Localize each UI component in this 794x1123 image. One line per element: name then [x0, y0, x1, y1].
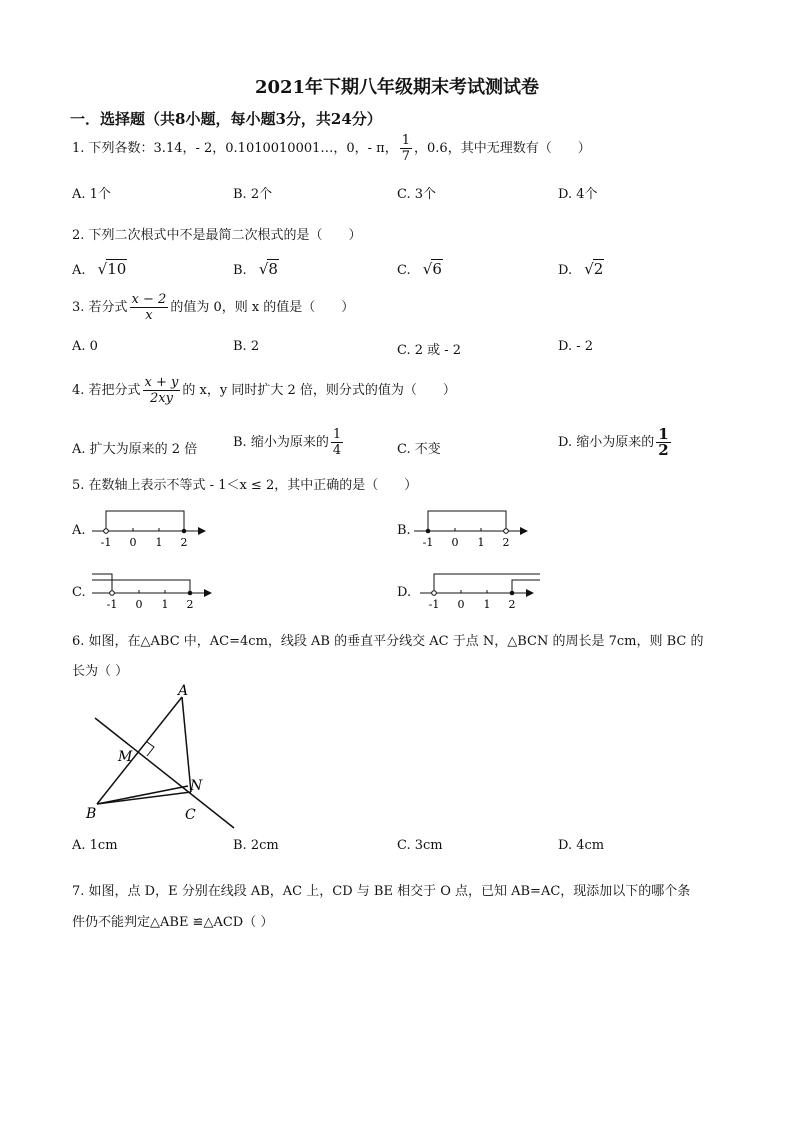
q3-frac-num: x − 2: [131, 292, 167, 307]
q5-numberline-c: [88, 568, 218, 613]
point-label-n: N: [190, 778, 203, 794]
q2-radicand-a: 10: [107, 260, 127, 278]
tick-label: 0: [451, 536, 459, 549]
q1-frac-den: 7: [401, 149, 411, 164]
q4-frac-den: 2xy: [149, 391, 173, 406]
q4-frac-num: x + y: [144, 375, 179, 390]
question-7-line1: 7. 如图，点 D，E 分别在线段 AB，AC 上，CD 与 BE 相交于 O 点，已知 AB=AC，现添加以下的哪个条: [72, 884, 691, 899]
question-6-line1: 6. 如图，在△ABC 中，AC=4cm，线段 AB 的垂直平分线交 AC 于点 N，△BCN 的周长是 7cm，则 BC 的: [72, 634, 704, 649]
tick-label: 1: [477, 536, 485, 549]
question-5: 5. 在数轴上表示不等式 - 1＜x ≤ 2，其中正确的是（ ）: [72, 478, 418, 493]
q6-triangle-figure: [85, 683, 245, 831]
q5-label-b: B.: [397, 523, 411, 538]
tick-label: -1: [100, 536, 112, 549]
q5-label-c: C.: [72, 585, 86, 600]
q5-numberline-d: [410, 568, 545, 613]
q3-prefix: 3. 若分式: [72, 300, 128, 315]
q2-radicand-c: 6: [432, 260, 442, 278]
q3-option-c: C. 2 或 - 2: [397, 343, 462, 358]
q6-option-d: D. 4cm: [558, 838, 605, 853]
q3-option-a: A. 0: [72, 339, 98, 354]
tick-label: 2: [180, 536, 188, 549]
q6-option-a: A. 1cm: [72, 838, 118, 853]
q4-option-c: C. 不变: [397, 442, 441, 457]
q1-fraction: [400, 133, 412, 164]
point-label-c: C: [185, 807, 196, 823]
q2-sqrt-b: √8: [258, 260, 278, 278]
point-label-a: A: [178, 683, 189, 699]
q4-optb-prefix: B. 缩小为原来的: [233, 435, 329, 450]
q3-option-b: B. 2: [233, 339, 260, 354]
tick-label: -1: [422, 536, 434, 549]
q2-sqrt-a: √10: [97, 260, 127, 278]
tick-label: 0: [457, 598, 465, 611]
q2-option-c: [397, 260, 443, 278]
q2-option-b: [233, 260, 279, 278]
tick-label: 2: [186, 598, 194, 611]
q1-option-a: A. 1个: [72, 187, 111, 202]
page-title: 2021年下期八年级期末考试测试卷: [254, 77, 540, 98]
q4-optb-num: 1: [332, 427, 342, 442]
q4-optb-den: 4: [332, 443, 342, 458]
question-3: [72, 292, 354, 323]
q2-label-c: C.: [397, 263, 411, 278]
q4-suffix: 的 x，y 同时扩大 2 倍，则分式的值为（ ）: [182, 383, 456, 398]
q2-label-d: D.: [558, 263, 573, 278]
q4-option-d: [558, 427, 673, 458]
q4-fraction: [143, 375, 181, 406]
q4-option-b: [233, 427, 345, 458]
q1-option-b: B. 2个: [233, 187, 273, 202]
tick-label: -1: [106, 598, 118, 611]
q2-option-a: [72, 260, 127, 278]
section-heading: 一．选择题（共8小题，每小题3分，共24分）: [70, 110, 382, 128]
q2-sqrt-d: √2: [584, 260, 604, 278]
q6-option-c: C. 3cm: [397, 838, 443, 853]
q4-optd-num: 1: [658, 425, 669, 443]
q3-fraction: [130, 292, 169, 323]
tick-label: 1: [161, 598, 169, 611]
tick-label: -1: [428, 598, 440, 611]
q4-option-a: A. 扩大为原来的 2 倍: [72, 442, 198, 457]
q2-sqrt-c: √6: [422, 260, 442, 278]
q4-optd-fraction: [656, 427, 670, 458]
q1-suffix: ，0.6，其中无理数有（ ）: [414, 141, 591, 156]
q5-numberline-a: [88, 506, 218, 551]
point-label-b: B: [86, 806, 97, 822]
q5-numberline-b: [410, 506, 540, 551]
q1-frac-num: 1: [401, 133, 411, 148]
tick-label: 2: [502, 536, 510, 549]
q5-label-a: A.: [72, 523, 86, 538]
question-4: [72, 375, 456, 406]
q2-radicand-d: 2: [593, 260, 604, 278]
q4-prefix: 4. 若把分式: [72, 383, 141, 398]
tick-label: 1: [483, 598, 491, 611]
tick-label: 2: [508, 598, 516, 611]
q2-label-b: B.: [233, 263, 247, 278]
q2-label-a: A.: [72, 263, 86, 278]
tick-label: 0: [129, 536, 137, 549]
question-6-line2: 长为（ ）: [72, 664, 129, 679]
q2-radicand-b: 8: [268, 260, 278, 278]
q1-prefix: 1. 下列各数：3.14，- 2，0.1010010001…，0，- π，: [72, 141, 398, 156]
point-label-m: M: [118, 749, 133, 765]
q1-option-d: D. 4个: [558, 187, 598, 202]
tick-label: 1: [155, 536, 163, 549]
q3-suffix: 的值为 0，则 x 的值是（ ）: [170, 300, 355, 315]
tick-label: 0: [135, 598, 143, 611]
q2-option-d: [558, 260, 604, 278]
q5-label-d: D.: [397, 585, 412, 600]
q3-frac-den: x: [145, 308, 153, 323]
q6-option-b: B. 2cm: [233, 838, 279, 853]
question-2: 2. 下列二次根式中不是最简二次根式的是（ ）: [72, 228, 362, 243]
q1-option-c: C. 3个: [397, 187, 437, 202]
q4-optd-prefix: D. 缩小为原来的: [558, 435, 655, 450]
question-7-line2: 件仍不能判定△ABE ≌△ACD（ ）: [72, 915, 274, 930]
q3-option-d: D. - 2: [558, 339, 594, 354]
q4-optb-fraction: [331, 427, 343, 458]
q4-optd-den: 2: [658, 441, 669, 459]
question-1: [72, 133, 591, 164]
